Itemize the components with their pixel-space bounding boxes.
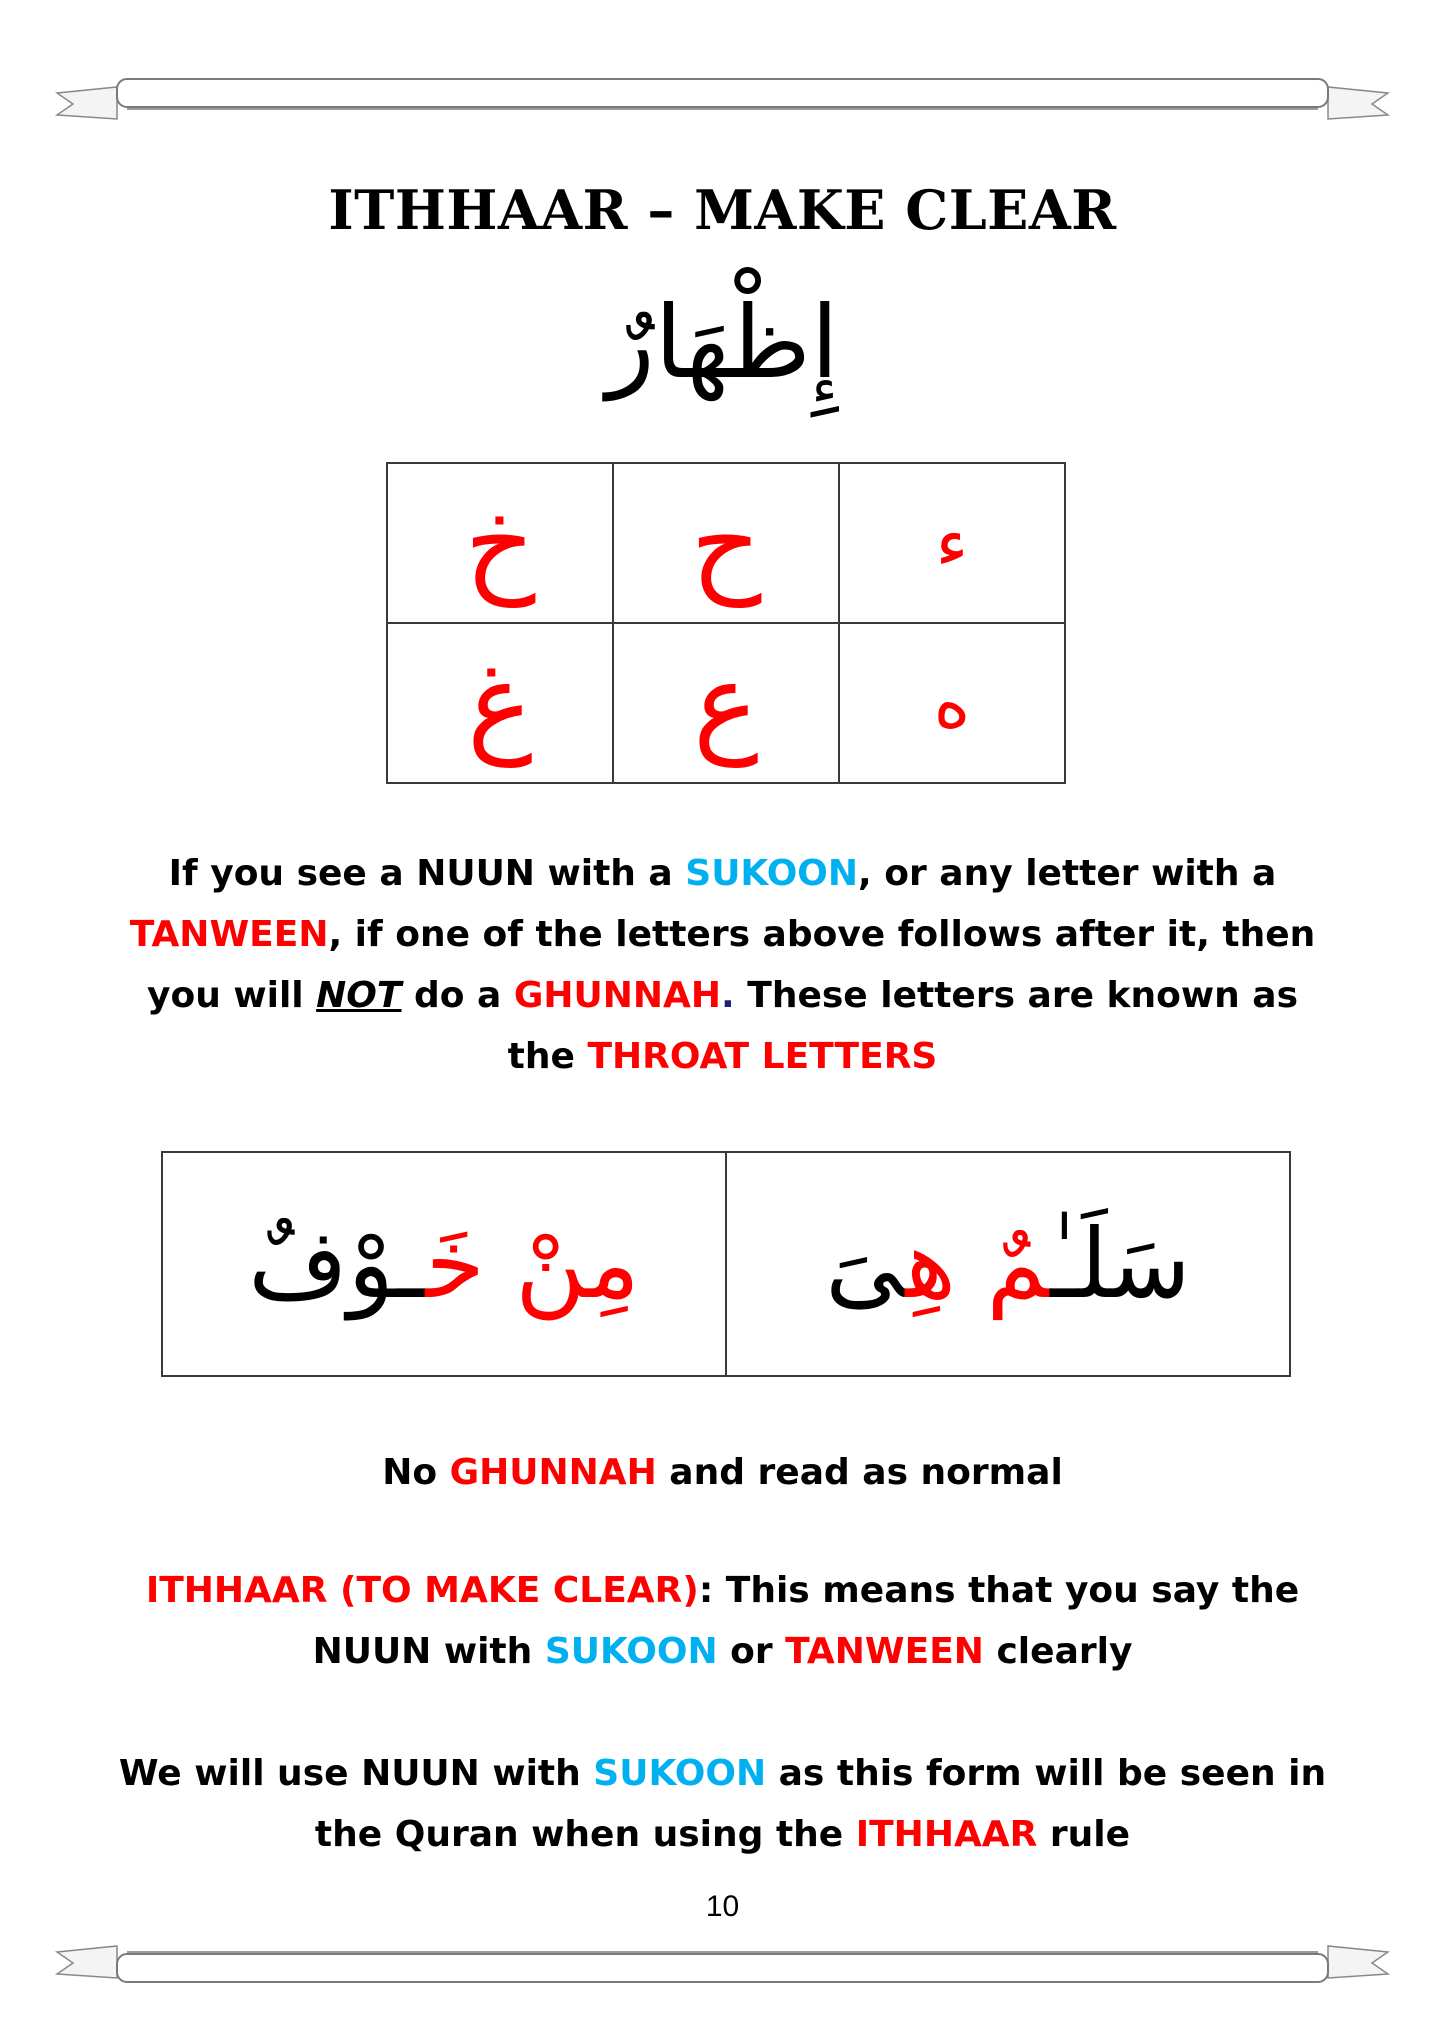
sukoon-term: SUKOON [685, 853, 859, 894]
throat-letters-term: THROAT LETTERS [587, 1036, 938, 1077]
example-min-khawf: مِنْ خَـوْفٌ [162, 1152, 726, 1376]
throat-letters-grid [386, 462, 1066, 784]
top-scroll-banner [55, 75, 1390, 135]
example-salaamun-hiya: سَلَـٰمٌ هِىَ [726, 1152, 1290, 1376]
no-ghunnah-note: No GHUNNAH and read as normal [382, 1452, 1063, 1493]
letter-khaa: خ [387, 463, 613, 623]
bottom-scroll-banner [55, 1940, 1390, 2000]
letter-haa: ح [613, 463, 839, 623]
ghunnah-term: GHUNNAH [513, 975, 722, 1016]
not-emphasis: NOT [316, 975, 402, 1016]
examples-table [161, 1151, 1291, 1377]
usage-paragraph: We will use NUUN with SUKOON as this form will be seen in the Quran when using the ITHHAAR rule [118, 1753, 1327, 1855]
page-title: ITHHAAR – MAKE CLEAR [328, 178, 1117, 242]
page-number: 10 [705, 1890, 740, 1923]
title-arabic-word: إِظْهَارٌ [606, 284, 839, 401]
tanween-term: TANWEEN [129, 914, 329, 955]
letter-ghain: غ [387, 623, 613, 783]
letter-hamza: ء [839, 463, 1065, 623]
rule-paragraph: If you see a NUUN with a SUKOON, or any letter with a TANWEEN, if one of the letters above follows after it, then you will NOT do a GHUNNAH. These letters are known as the THROAT LETTERS [129, 853, 1316, 1077]
definition-paragraph: ITHHAAR (TO MAKE CLEAR): This means that you say the NUUN with SUKOON or TANWEEN clearly [145, 1570, 1300, 1672]
letter-ain: ع [613, 623, 839, 783]
ithhaar-label: ITHHAAR (TO MAKE CLEAR) [145, 1570, 699, 1611]
letter-ha: ه [839, 623, 1065, 783]
letters-row [387, 463, 1065, 623]
letters-row [387, 623, 1065, 783]
